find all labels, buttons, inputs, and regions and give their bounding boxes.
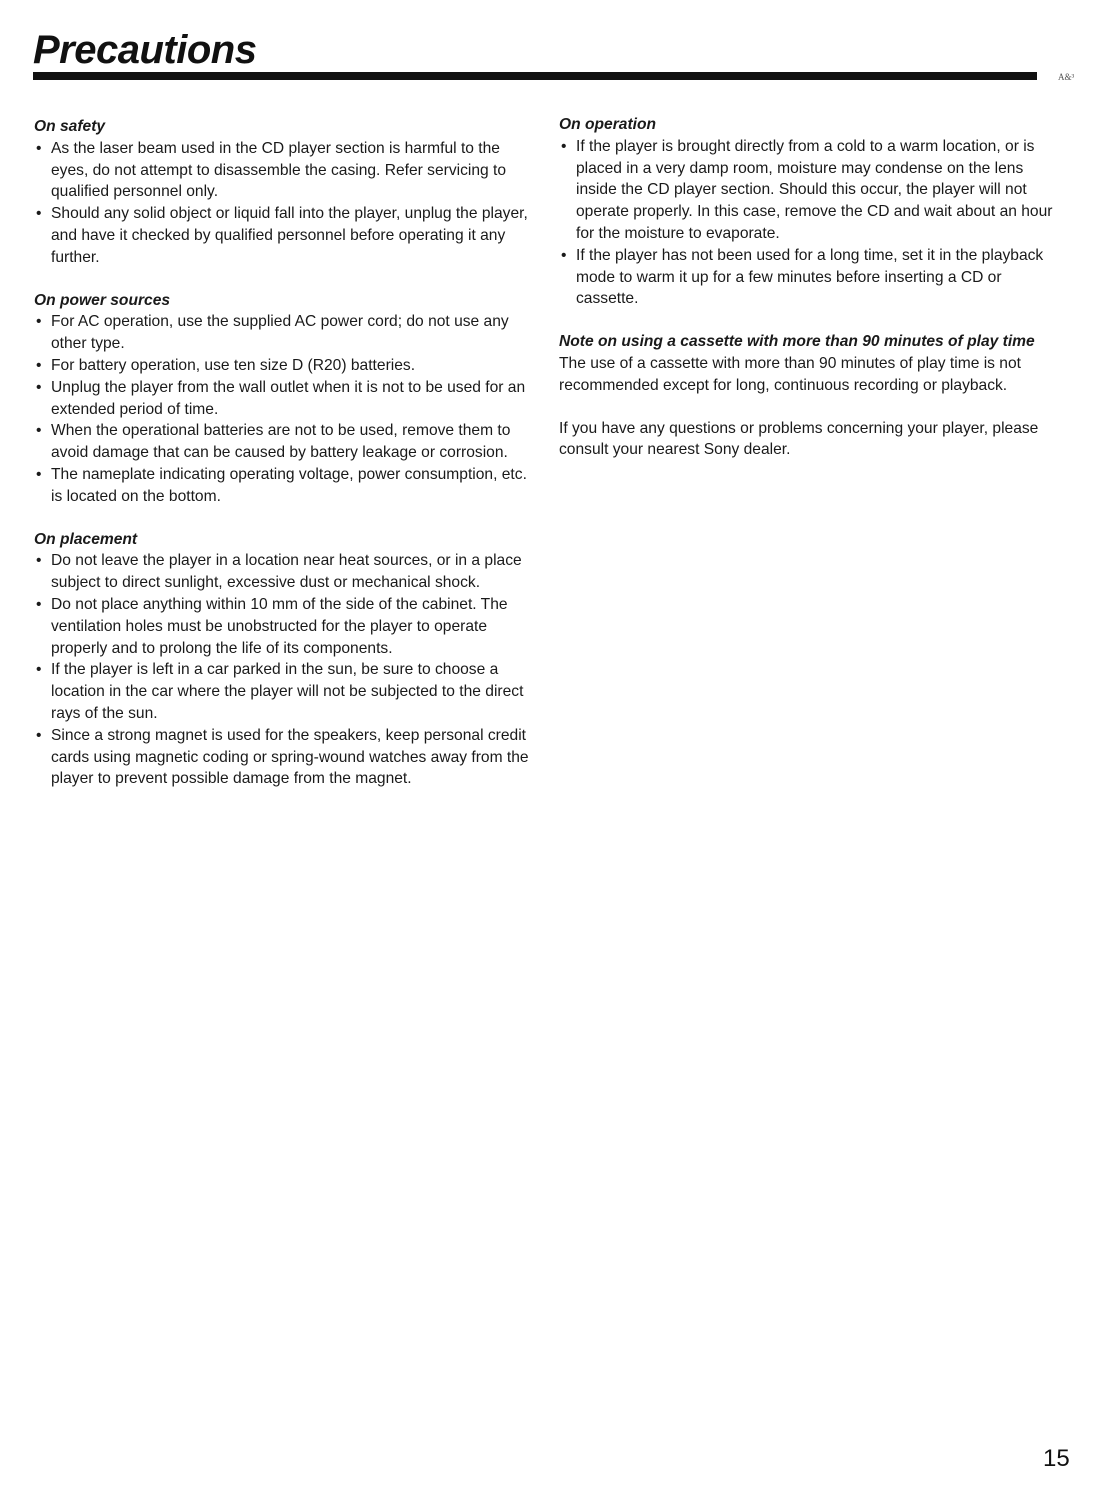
list-item: • Since a strong magnet is used for the speakers, keep personal credit cards using magnetic coding or spring-wound watches away from the player to prevent possible damage from the magnet. <box>34 725 532 790</box>
section-heading-safety: On safety <box>34 118 106 135</box>
corner-code: A&³ <box>1058 72 1075 82</box>
list-item: • If the player is left in a car parked in the sun, be sure to choose a location in the car where the player will not be subjected to the direct rays of the sun. <box>34 659 532 724</box>
list-item: • For battery operation, use ten size D (R20) batteries. <box>34 355 532 377</box>
left-column <box>34 116 532 811</box>
list-item: • If the player has not been used for a long time, set it in the playback mode to warm it up for a few minutes before inserting a CD or cassette. <box>559 245 1059 310</box>
section-placement <box>34 529 532 791</box>
operation-list <box>559 136 1059 310</box>
list-item: • Should any solid object or liquid fall into the player, unplug the player, and have it checked by qualified personnel before operating it any further. <box>34 203 532 268</box>
list-item: • Do not place anything within 10 mm of the side of the cabinet. The ventilation holes must be unobstructed for the player to operate properly and to prolong the life of its components. <box>34 594 532 659</box>
section-cassette-note <box>559 331 1059 396</box>
section-heading-operation: On operation <box>559 116 657 133</box>
page-number: 15 <box>1043 1445 1070 1472</box>
section-heading-placement: On placement <box>34 530 138 548</box>
section-safety <box>34 116 532 269</box>
section-power-sources <box>34 290 532 508</box>
list-item: • For AC operation, use the supplied AC power cord; do not use any other type. <box>34 311 532 355</box>
title-rule <box>33 72 1037 80</box>
power-sources-list <box>34 311 532 507</box>
section-heading-cassette-note: Note on using a cassette with more than 90 minutes of play time <box>559 333 1035 351</box>
page-title: Precautions <box>33 28 257 72</box>
list-item: • If the player is brought directly from a cold to a warm location, or is placed in a very damp room, moisture may condense on the lens inside the CD player section. Should this occur, the player will not operate properly. In this case, remove the CD and wait about an hour for the moisture to evaporate. <box>559 136 1059 245</box>
safety-list <box>34 138 532 269</box>
right-column <box>559 114 1059 482</box>
section-heading-power-sources: On power sources <box>34 291 171 309</box>
section-questions <box>559 418 1059 462</box>
placement-list <box>34 550 532 790</box>
list-item: • As the laser beam used in the CD player section is harmful to the eyes, do not attempt to disassemble the casing. Refer servicing to qualified personnel only. <box>34 138 532 203</box>
questions-text: If you have any questions or problems concerning your player, please consult your nearest Sony dealer. <box>559 419 1039 459</box>
section-operation <box>559 114 1059 310</box>
list-item: • Do not leave the player in a location near heat sources, or in a place subject to direct sunlight, excessive dust or mechanical shock. <box>34 550 532 594</box>
list-item: • The nameplate indicating operating voltage, power consumption, etc. is located on the bottom. <box>34 464 532 508</box>
list-item: • Unplug the player from the wall outlet when it is not to be used for an extended period of time. <box>34 377 532 421</box>
list-item: • When the operational batteries are not to be used, remove them to avoid damage that can be caused by battery leakage or corrosion. <box>34 420 532 464</box>
cassette-note-text: The use of a cassette with more than 90 minutes of play time is not recommended except for long, continuous recording or playback. <box>559 354 1021 394</box>
